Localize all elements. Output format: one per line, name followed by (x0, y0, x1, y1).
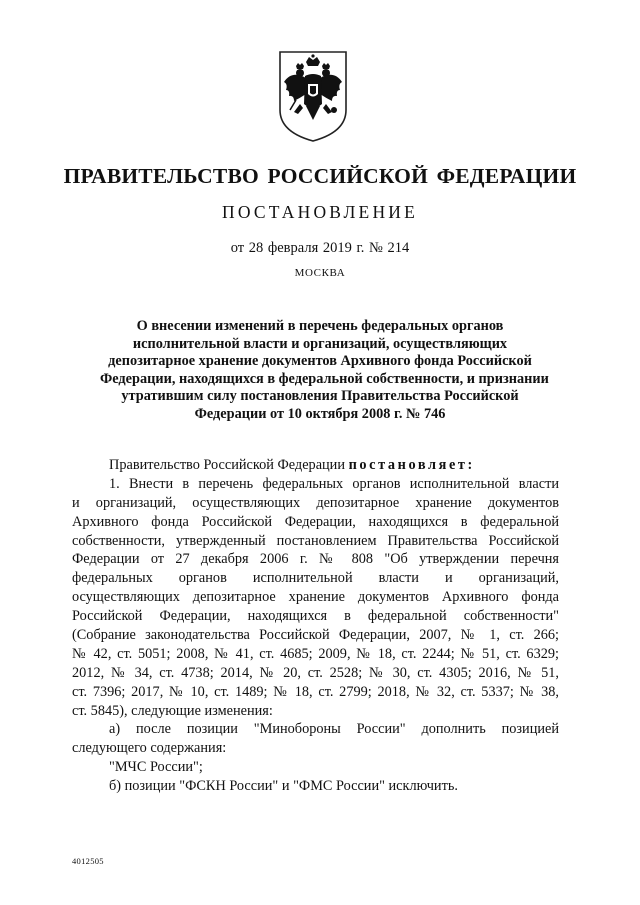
heading-line: О внесении изменений в перечень федеральных органов (136, 318, 504, 334)
body-line: "МЧС России"; (109, 759, 203, 776)
body-line: а) после позиции "Минобороны России" дополнить позицией (109, 721, 559, 738)
document-body (72, 456, 559, 796)
heading-line: исполнительной власти и организаций, осуществляющих (132, 335, 508, 352)
body-line: собственности, утвержденный постановлением Правительства Российской (72, 532, 559, 549)
body-line: 1. Внести в перечень федеральных органов исполнительной власти (109, 475, 559, 492)
intro-resolves-text: постановляет: (348, 457, 475, 473)
body-line: ст. 7396; 2017, № 10, ст. 1489; № 18, ст. 2799; 2018, № 32, ст. 5337; № 38, (72, 683, 559, 700)
body-line: Российской Федерации, находящихся в федеральной собственности" (72, 608, 559, 625)
document-heading (100, 318, 549, 424)
heading-line: депозитарное хранение документов Архивного фонда Российской (108, 353, 532, 370)
intro-paragraph (72, 456, 559, 475)
body-line: следующего содержания: (72, 740, 227, 757)
document-date-number: от 28 февраля 2019 г. № 214 (230, 240, 410, 256)
government-title: ПРАВИТЕЛЬСТВО РОССИЙСКОЙ ФЕДЕРАЦИИ (63, 164, 577, 188)
coat-of-arms-emblem (276, 48, 350, 144)
body-line: 2012, № 34, ст. 4738; 2014, № 20, ст. 2528; № 30, ст. 4305; 2016, № 51, (72, 664, 559, 681)
intro-lead-text: Правительство Российской Федерации (109, 457, 349, 473)
body-line: № 42, ст. 5051; 2008, № 41, ст. 4685; 2009, № 18, ст. 2244; № 51, ст. 6329; (72, 645, 559, 662)
footer-document-code: 4012505 (72, 856, 104, 866)
body-line: Федерации от 27 декабря 2006 г. № 808 "Об утверждении перечня (72, 551, 559, 568)
heading-line: Федерации от 10 октября 2008 г. № 746 (194, 405, 446, 422)
body-line: осуществляющих депозитарное хранение документов Архивного фонда (72, 589, 559, 606)
body-line: федеральных органов исполнительной власти и организаций, (72, 570, 559, 587)
body-line: ст. 5845), следующие изменения: (72, 702, 273, 719)
body-line: и организаций, осуществляющих депозитарное хранение документов (72, 494, 559, 511)
heading-line: Федерации, находящихся в федеральной собственности, и признании (100, 370, 549, 387)
heading-line: утратившим силу постановления Правительства Российской (121, 388, 519, 405)
document-city: МОСКВА (294, 267, 346, 279)
body-line: (Собрание законодательства Российской Федерации, 2007, № 1, ст. 266; (72, 627, 559, 644)
body-line: Архивного фонда Российской Федерации, находящихся в федеральной (72, 513, 559, 530)
document-type: ПОСТАНОВЛЕНИЕ (221, 202, 419, 222)
body-line: б) позиции "ФСКН России" и "ФМС России" исключить. (109, 778, 458, 795)
